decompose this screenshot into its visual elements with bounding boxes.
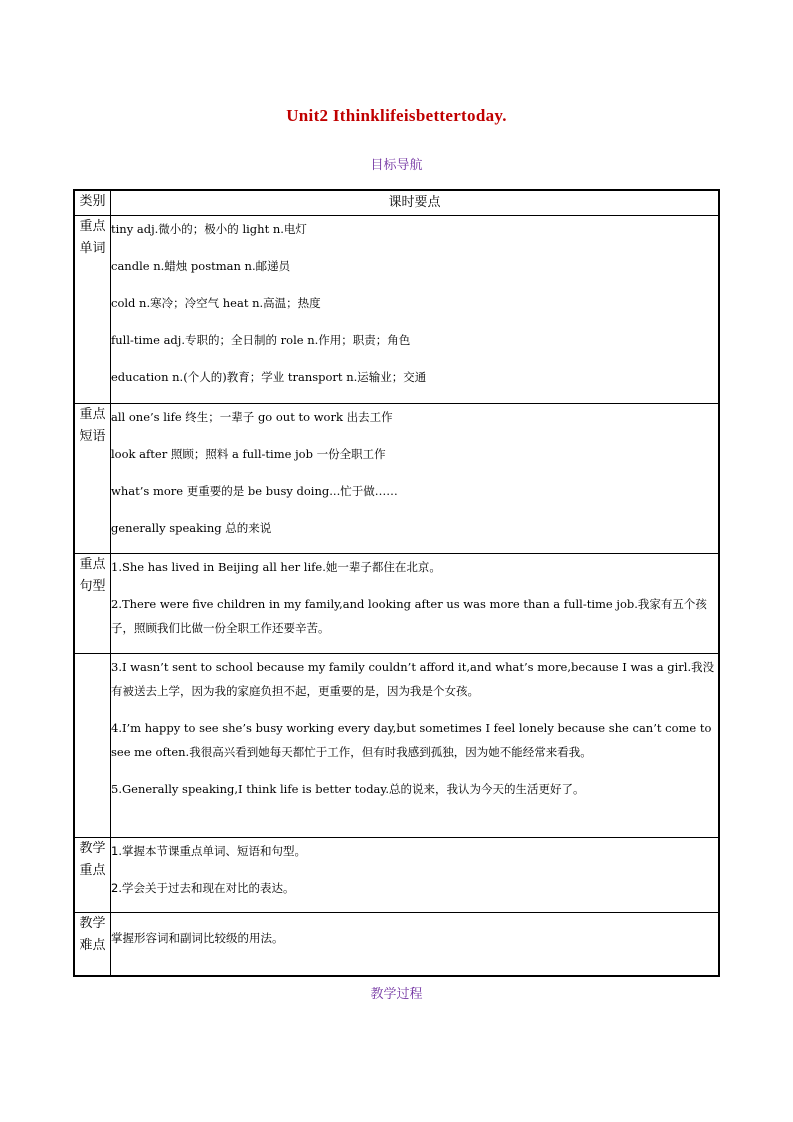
table-row-sentences-continued [74, 654, 719, 838]
content-teaching-difficulty [111, 913, 720, 977]
content-key-sentences [111, 554, 720, 654]
category-key-words: 重点单词 [74, 216, 111, 404]
category-teaching-difficulty: 教学难点 [74, 913, 111, 977]
list-item: education n.(个人的)教育；学业 transport n.运输业；交通 [111, 370, 427, 384]
list-item: cold n.寒冷；冷空气 heat n.高温；热度 [111, 296, 321, 310]
header-points: 课时要点 [111, 190, 720, 216]
list-item: all one’s life 终生；一辈子 go out to work 出去工作 [111, 410, 393, 424]
list-item: 掌握形容词和副词比较级的用法。 [111, 931, 284, 945]
list-item: 1.She has lived in Beijing all her life.她一辈子都住在北京。 [111, 560, 441, 574]
list-item: 1.掌握本节课重点单词、短语和句型。 [111, 844, 306, 858]
table-row-teaching-focus [74, 838, 719, 913]
list-item: 4.I’m happy to see she’s busy working every day,but sometimes I feel lonely because she can’t come to see me often.我很高兴看到她每天都忙于工作，但有时我感到孤独，因为她不能经常来看我。 [111, 721, 712, 759]
list-item: full-time adj.专职的；全日制的 role n.作用；职责；角色 [111, 333, 411, 347]
table-row-teaching-difficulty [74, 913, 719, 977]
content-teaching-focus [111, 838, 720, 913]
content-sentences-continued [111, 654, 720, 838]
table-row-key-sentences [74, 554, 719, 654]
category-teaching-focus: 教学重点 [74, 838, 111, 913]
section-heading-process: 教学过程 [370, 987, 423, 1002]
lesson-points-table [73, 189, 720, 977]
list-item: 5.Generally speaking,I think life is better today.总的说来，我认为今天的生活更好了。 [111, 782, 585, 796]
list-item: what’s more 更重要的是 be busy doing...忙于做…… [111, 484, 398, 498]
table-header-row [74, 190, 719, 216]
category-empty [74, 654, 111, 838]
content-key-phrases [111, 404, 720, 554]
header-category: 类别 [74, 190, 111, 216]
list-item: 2.学会关于过去和现在对比的表达。 [111, 881, 295, 895]
list-item: candle n.蜡烛 postman n.邮递员 [111, 259, 291, 273]
category-key-phrases: 重点短语 [74, 404, 111, 554]
section-heading-goals: 目标导航 [370, 158, 423, 173]
document-title: Unit2 Ithinklifeisbettertoday. [286, 106, 507, 125]
category-key-sentences: 重点句型 [74, 554, 111, 654]
list-item: look after 照顾；照料 a full-time job 一份全职工作 [111, 447, 386, 461]
list-item: generally speaking 总的来说 [111, 521, 272, 535]
list-item: 3.I wasn’t sent to school because my family couldn’t afford it,and what’s more,because I was a girl.我没有被送去上学，因为我的家庭负担不起，更重要的是，因为我是个女孩。 [111, 660, 715, 698]
list-item: 2.There were five children in my family,and looking after us was more than a full-time job.我家有五个孩子，照顾我们比做一份全职工作还要辛苦。 [111, 597, 707, 635]
table-row-key-phrases [74, 404, 719, 554]
list-item: tiny adj.微小的；极小的 light n.电灯 [111, 222, 307, 236]
content-key-words [111, 216, 720, 404]
table-row-key-words [74, 216, 719, 404]
